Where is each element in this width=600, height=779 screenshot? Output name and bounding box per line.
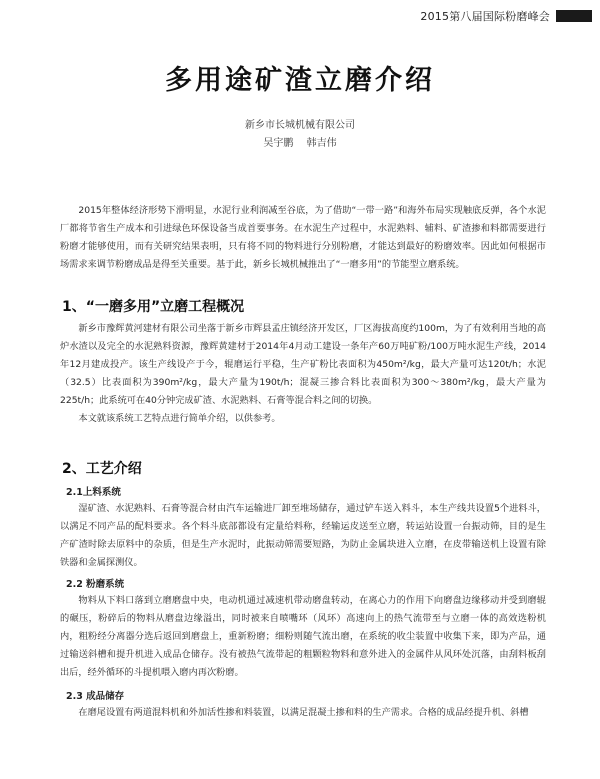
running-header bbox=[420, 8, 592, 24]
running-header-bar bbox=[556, 10, 592, 22]
subsection-2-1-heading: 2.1上料系统 bbox=[66, 487, 121, 498]
subsection-2-2-heading: 2.2 粉磨系统 bbox=[66, 579, 125, 590]
subsection-2-2-paragraph: 物料从下料口落到立磨磨盘中央，电动机通过减速机带动磨盘转动，在离心力的作用下向磨盘边缘移动并受到磨辊的碾压，粉碎后的物料从磨盘边缘溢出，同时被来自喷嘴环（风环）高速向上的热气流带至与立磨一体的高效选粉机内，粗粉经分离器分选后返回到磨盘上，重新粉磨；细粉则随气流出磨，在系统的收尘装置中收集下来，即为产品，通过输送斜槽和提升机进入成品仓储存。没有被热气流带起的粗颗粒物料和意外进入的金属件从风环处沉落，由刮料板刮出后，经外循环的斗提机喂入磨内再次粉磨。 bbox=[60, 595, 546, 678]
article-title: 多用途矿渣立磨介绍 bbox=[165, 65, 435, 96]
subsection-2-1-paragraph: 湿矿渣、水泥熟料、石膏等混合材由汽车运输进厂卸至堆场储存，通过铲车送入料斗，本生产线共设置5个进料斗，以满足不同产品的配料要求。各个料斗底部都设有定量给料称，经输运皮送至立磨，转运站设置一台振动筛，目的是生产矿渣时除去原料中的杂质，但是生产水泥时，此振动筛需要短路，为防止金属块进入立磨，在皮带输送机上设置有除铁器和金属探测仪。 bbox=[60, 503, 546, 568]
running-header-title: 2015第八届国际粉磨峰会 bbox=[420, 10, 550, 23]
section-1-paragraph-2: 本文就该系统工艺特点进行简单介绍，以供参考。 bbox=[78, 413, 281, 424]
section-1-paragraph-1: 新乡市豫辉黄河建材有限公司坐落于新乡市辉县孟庄镇经济开发区，厂区海拔高度约100m，为了有效利用当地的高炉水渣以及完全的水泥熟料资源，豫辉黄建材于2014年4月动工建设一条年产60万吨矿粉/100万吨水泥生产线，2014年12月建成投产。该生产线设产于今，辊磨运行平稳，生产矿粉比表面积为450m²/kg，最大产量可达120t/h；水泥（32.5）比表面积为390m²/kg，最大产量为190t/h；混凝三掺合料比表面积为300～380m²/kg，最大产量为225t/h；此系统可在40分钟完成矿渣、水泥熟料、石膏等混合料之间的切换。 bbox=[60, 323, 546, 406]
section-1-heading: 1、“一磨多用”立磨工程概况 bbox=[62, 299, 245, 315]
intro-paragraph: 2015年整体经济形势下滑明显，水泥行业利润减至谷底，为了借助“一带一路”和海外布局实现触底反弹，各个水泥厂都将节省生产成本和引进绿色环保设备当成首要事务。在水泥生产过程中，水泥熟料、辅料、矿渣掺和料都需要进行粉磨才能够使用，而有关研究结果表明，只有将不同的物料进行分别粉磨，才能达到最好的粉磨效率。因此如何根据市场需求来调节粉磨成品是得至关重要。基于此，新乡长城机械推出了“一磨多用”的节能型立磨系统。 bbox=[60, 205, 546, 270]
subsection-2-3-heading: 2.3 成品储存 bbox=[66, 691, 125, 702]
subsection-2-3-paragraph: 在磨尾设置有两道混料机和外加活性掺和料装置，以满足混凝土掺和料的生产需求。合格的成品经提升机、斜槽 bbox=[78, 707, 529, 718]
author-affiliation: 新乡市长城机械有限公司 bbox=[245, 120, 355, 131]
section-2-heading: 2、工艺介绍 bbox=[62, 461, 142, 477]
author-names: 吴宇鹏 韩吉伟 bbox=[263, 138, 337, 149]
